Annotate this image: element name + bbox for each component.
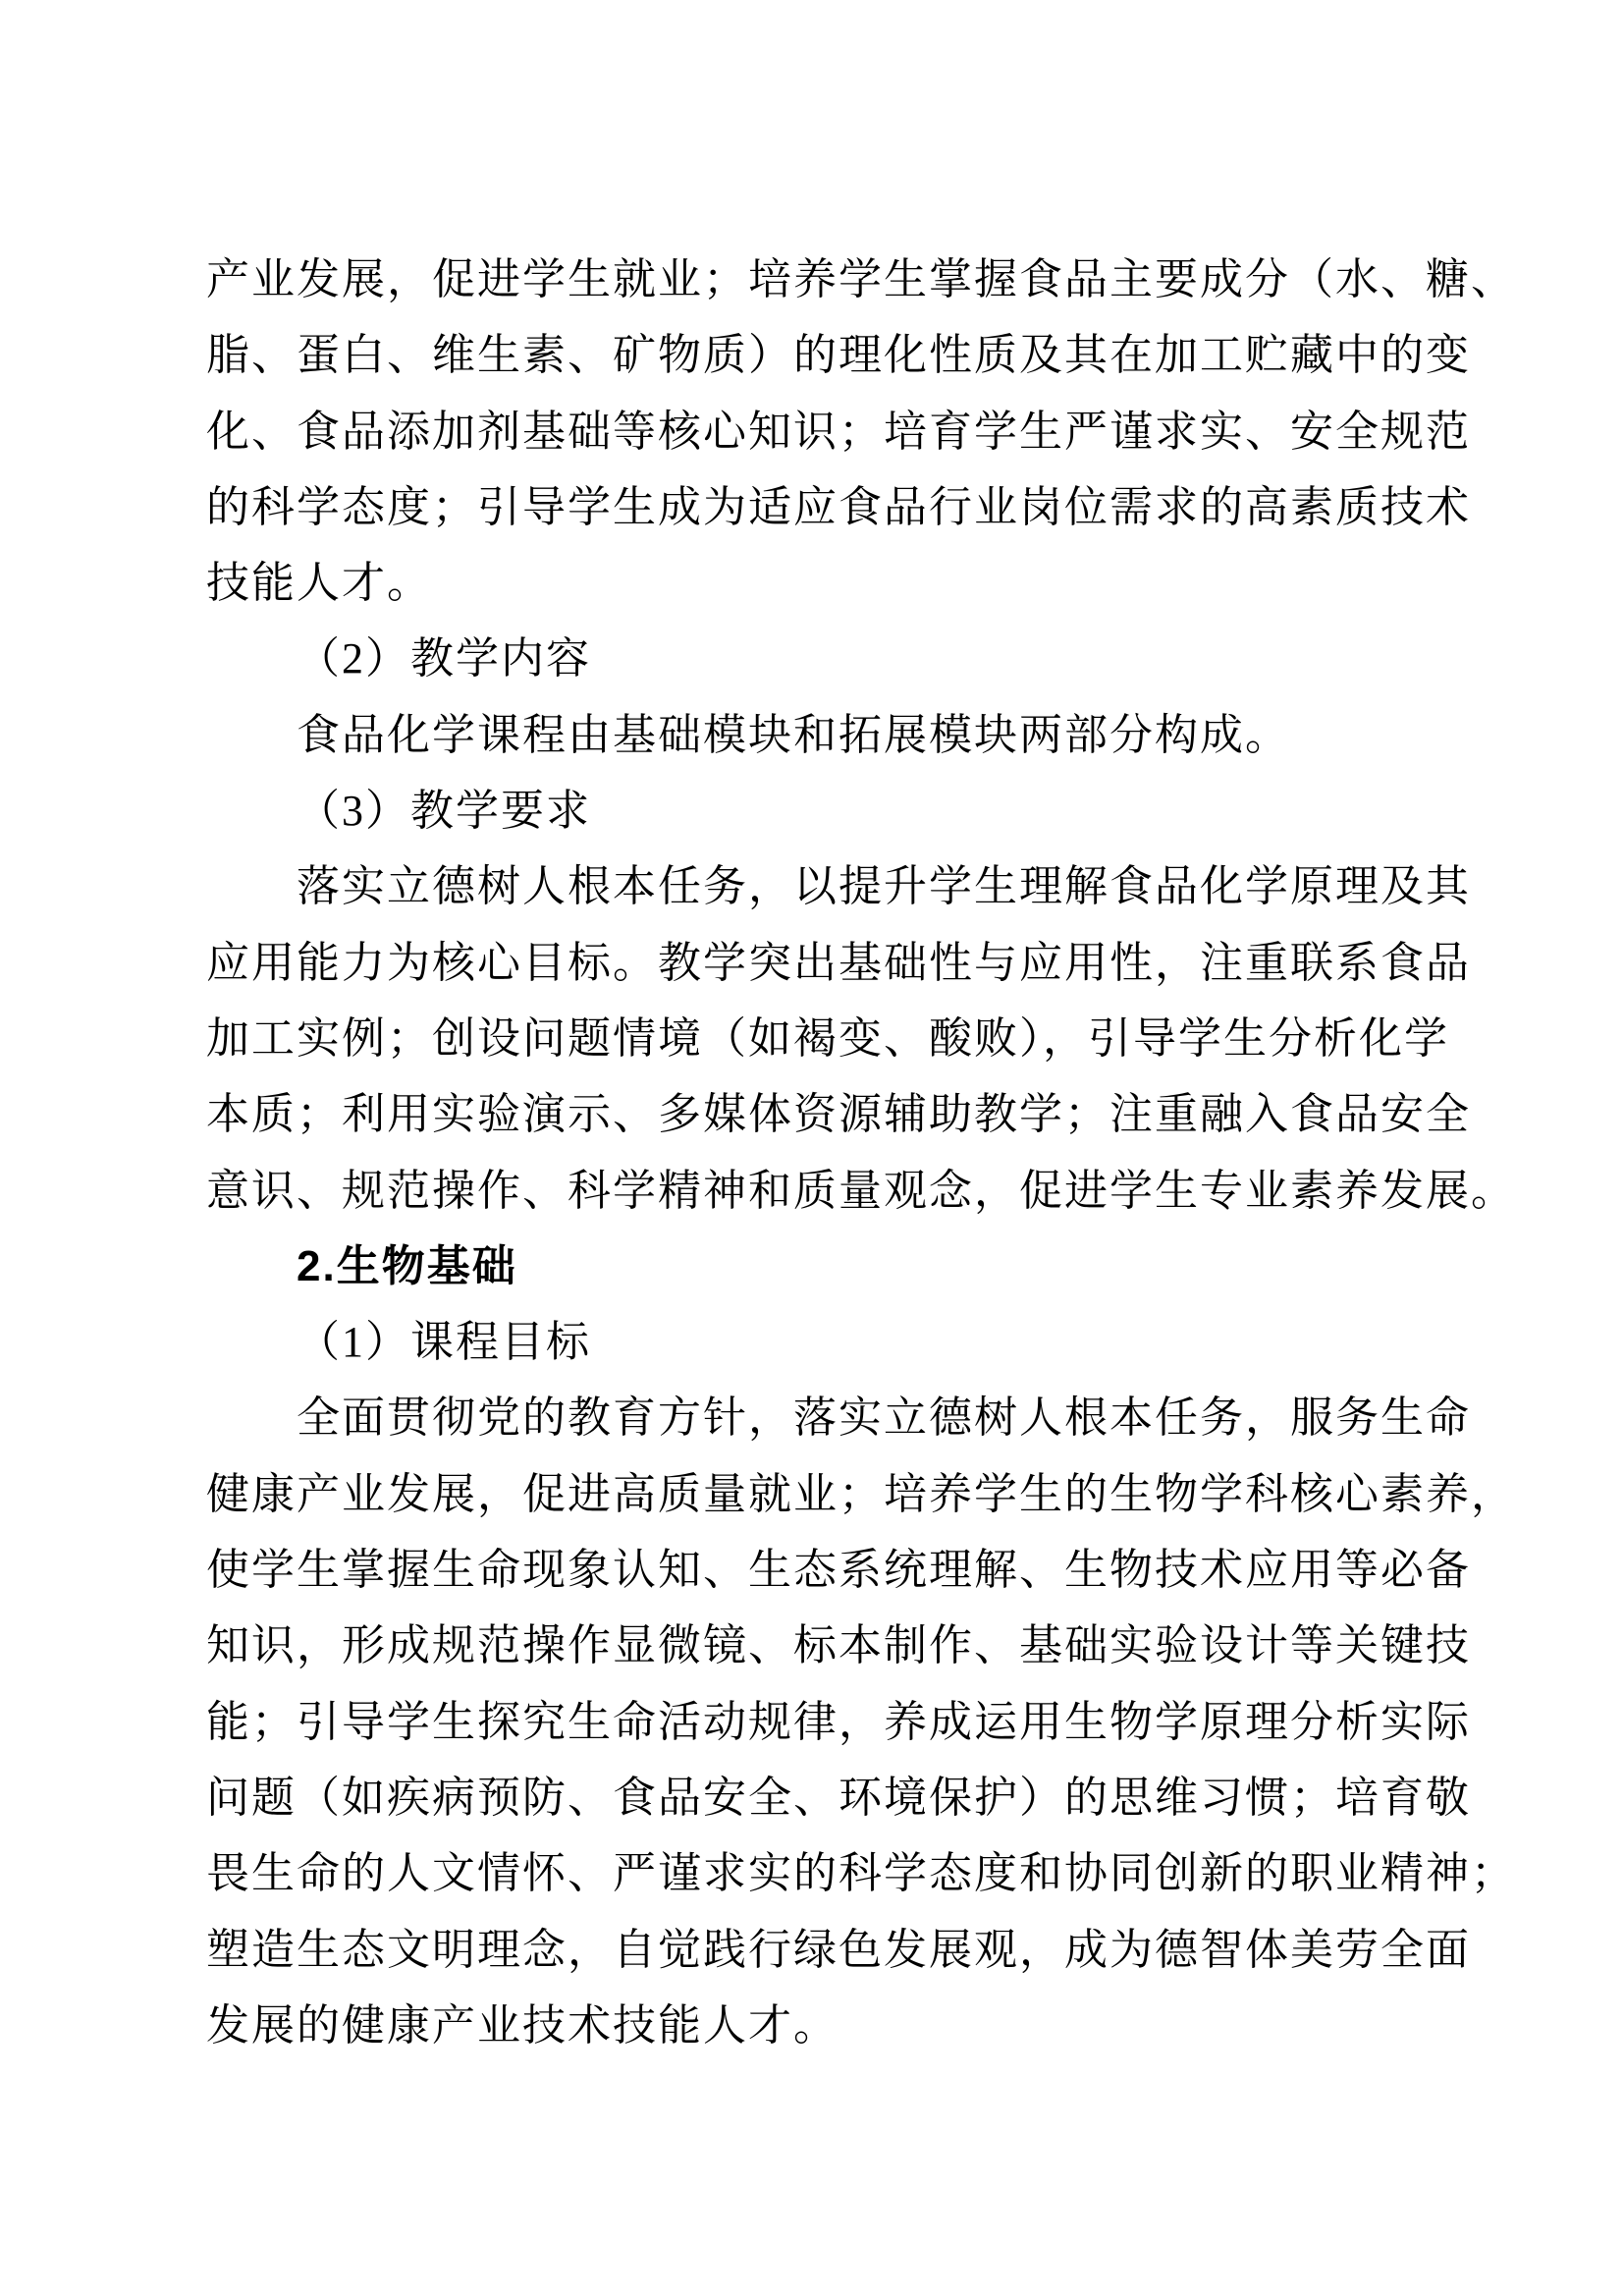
text-line: 使学生掌握生命现象认知、生态系统理解、生物技术应用等必备: [206, 1546, 1471, 1595]
text-line: （2）教学内容: [297, 634, 591, 683]
section-heading: 2.生物基础: [297, 1241, 517, 1290]
text-line: （1）课程目标: [297, 1318, 591, 1367]
heading-course-objectives: [206, 1304, 1483, 1380]
heading-teaching-requirements: [206, 773, 1483, 848]
text-line: 化、食品添加剂基础等核心知识；培育学生严谨求实、安全规范: [206, 407, 1471, 456]
paragraph-biology-objectives: [206, 1380, 1516, 2063]
text-line: 全面贯彻党的教育方针，落实立德树人根本任务，服务生命: [297, 1394, 1471, 1443]
text-line: 脂、蛋白、维生素、矿物质）的理化性质及其在加工贮藏中的变: [206, 331, 1471, 380]
text-line: 技能人才。: [206, 559, 432, 608]
paragraph-course-composition: [206, 697, 1483, 773]
document-content: [206, 242, 1516, 2063]
heading-teaching-content: [206, 621, 1483, 696]
text-line: （3）教学要求: [297, 787, 591, 836]
text-line: 产业发展，促进学生就业；培养学生掌握食品主要成分（水、糖、: [206, 255, 1516, 303]
text-line: 发展的健康产业技术技能人才。: [206, 2000, 839, 2050]
text-line: 本质；利用实验演示、多媒体资源辅助教学；注重融入食品安全: [206, 1090, 1471, 1139]
text-line: 落实立德树人根本任务，以提升学生理解食品化学原理及其: [297, 862, 1471, 911]
heading-biology-basics: [206, 1229, 1483, 1304]
paragraph-continuation: [206, 242, 1516, 621]
text-line: 知识，形成规范操作显微镜、标本制作、基础实验设计等关键技: [206, 1621, 1471, 1670]
text-line: 意识、规范操作、科学精神和质量观念，促进学生专业素养发展。: [206, 1166, 1516, 1215]
text-line: 应用能力为核心目标。教学突出基础性与应用性，注重联系食品: [206, 938, 1471, 987]
text-line: 的科学态度；引导学生成为适应食品行业岗位需求的高素质技术: [206, 482, 1471, 531]
text-line: 能；引导学生探究生命活动规律，养成运用生物学原理分析实际: [206, 1697, 1471, 1746]
text-line: 问题（如疾病预防、食品安全、环境保护）的思维习惯；培育敬: [206, 1773, 1471, 1822]
text-line: 塑造生态文明理念，自觉践行绿色发展观，成为德智体美劳全面: [206, 1925, 1471, 1974]
text-line: 食品化学课程由基础模块和拓展模块两部分构成。: [297, 710, 1290, 759]
text-line: 畏生命的人文情怀、严谨求实的科学态度和协同创新的职业精神；: [206, 1849, 1516, 1898]
paragraph-teaching-requirements: [206, 848, 1516, 1228]
text-line: 加工实例；创设问题情境（如褐变、酸败），引导学生分析化学: [206, 1013, 1449, 1063]
text-line: 健康产业发展，促进高质量就业；培养学生的生物学科核心素养，: [206, 1469, 1516, 1518]
